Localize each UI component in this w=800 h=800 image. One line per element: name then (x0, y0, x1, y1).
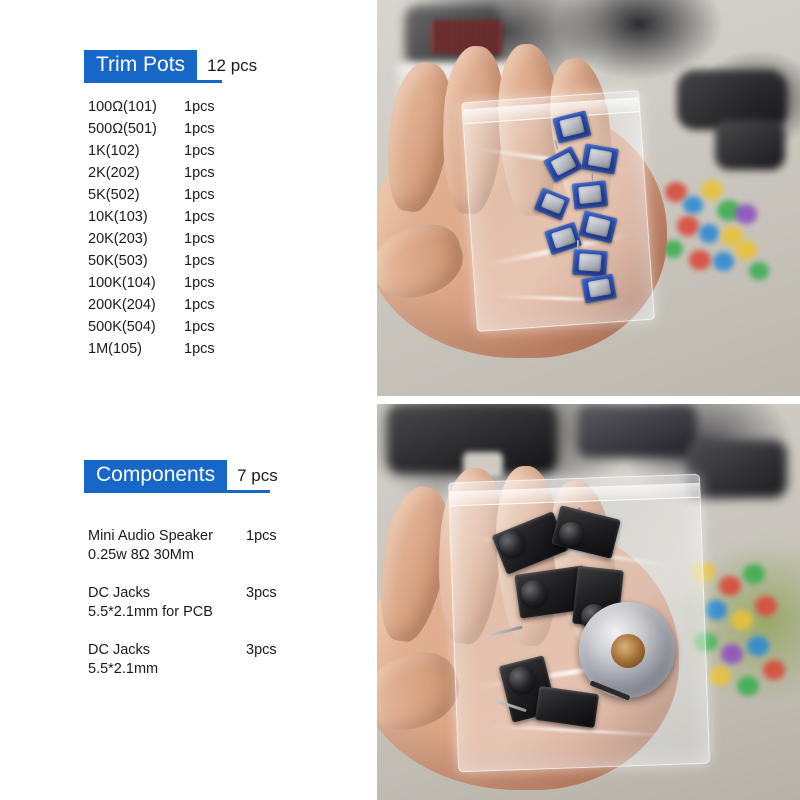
title-underline-trim-pots (84, 80, 222, 83)
list-item (88, 140, 370, 162)
item-name: 2K(202) (88, 165, 140, 181)
section-count-components: 7 pcs (237, 466, 278, 485)
title-underline-components (84, 490, 270, 493)
item-qty: 1pcs (184, 187, 215, 203)
list-item (88, 272, 370, 294)
list-item (88, 184, 370, 206)
components-list (0, 528, 370, 677)
item-qty: 1pcs (184, 253, 215, 269)
section-title-components: Components (84, 460, 227, 492)
list-item (88, 585, 370, 620)
item-name: 50K(503) (88, 253, 148, 269)
item-name: 200K(204) (88, 297, 156, 313)
list-item (88, 206, 370, 228)
item-name: DC Jacks (88, 642, 151, 658)
background-beads (731, 610, 753, 630)
list-item (88, 162, 370, 184)
item-name: 1M(105) (88, 341, 142, 357)
component-lead (577, 240, 579, 250)
item-spec: 0.25w 8Ω 30Mm (88, 547, 194, 563)
section-count-trim-pots: 12 pcs (207, 56, 258, 75)
item-qty: 1pcs (184, 121, 215, 137)
background-beads (689, 250, 711, 270)
list-item (88, 118, 370, 140)
background-object (577, 404, 697, 458)
item-name: Mini Audio Speaker (88, 528, 213, 544)
item-spec: 5.5*2.1mm (88, 661, 159, 677)
section-trim-pots (0, 50, 370, 360)
bag-seal (449, 483, 699, 507)
list-item (88, 294, 370, 316)
photo-trim-pots (377, 0, 800, 396)
background-beads (699, 224, 719, 243)
background-beads (737, 676, 759, 696)
item-name: 100Ω(101) (88, 99, 157, 115)
background-object (715, 120, 785, 170)
list-item (88, 642, 370, 677)
background-beads (735, 204, 757, 224)
item-name: DC Jacks (88, 585, 151, 601)
list-item (88, 96, 370, 118)
specification-column (0, 0, 370, 800)
list-item (88, 228, 370, 250)
item-name: 500K(504) (88, 319, 156, 335)
component-lead (591, 172, 593, 182)
background-beads (721, 644, 743, 664)
background-beads (713, 252, 734, 271)
item-qty: 1pcs (184, 231, 215, 247)
trim-pots-list (0, 96, 370, 360)
background-beads (763, 660, 785, 680)
item-qty: 1pcs (184, 341, 215, 357)
background-beads (709, 666, 731, 686)
background-object (687, 440, 787, 498)
background-beads (755, 596, 777, 616)
item-name: 100K(104) (88, 275, 156, 291)
item-name: 20K(203) (88, 231, 148, 247)
photo-components (377, 404, 800, 800)
bag-crease (488, 724, 668, 736)
item-qty: 1pcs (246, 528, 277, 544)
item-name: 1K(102) (88, 143, 140, 159)
background-beads (749, 262, 769, 280)
item-name: 10K(103) (88, 209, 148, 225)
item-qty: 3pcs (246, 585, 277, 601)
background-beads (705, 600, 727, 620)
list-item (88, 250, 370, 272)
section-header-components (0, 460, 370, 492)
item-spec: 5.5*2.1mm for PCB (88, 604, 213, 620)
item-qty: 1pcs (184, 143, 215, 159)
item-qty: 1pcs (184, 209, 215, 225)
background-beads (747, 636, 769, 656)
background-beads (743, 564, 765, 584)
item-name: 5K(502) (88, 187, 140, 203)
background-beads (719, 576, 741, 596)
list-item (88, 338, 370, 360)
item-qty: 3pcs (246, 642, 277, 658)
item-qty: 1pcs (184, 99, 215, 115)
trim-pot-top (588, 148, 613, 169)
speaker-cone (611, 634, 645, 668)
background-beads (735, 240, 757, 260)
item-qty: 1pcs (184, 297, 215, 313)
item-qty: 1pcs (184, 165, 215, 181)
trim-pot-top (578, 185, 602, 204)
item-name: 500Ω(501) (88, 121, 157, 137)
list-item (88, 316, 370, 338)
section-components (0, 460, 370, 699)
list-item (88, 528, 370, 563)
trim-pot-top (578, 253, 601, 271)
item-qty: 1pcs (184, 275, 215, 291)
background-beads (677, 216, 699, 236)
background-beads (701, 180, 723, 200)
item-qty: 1pcs (184, 319, 215, 335)
bag-seal (463, 97, 640, 124)
section-title-trim-pots: Trim Pots (84, 50, 197, 82)
section-header-trim-pots (0, 50, 370, 82)
background-beads (683, 196, 703, 214)
